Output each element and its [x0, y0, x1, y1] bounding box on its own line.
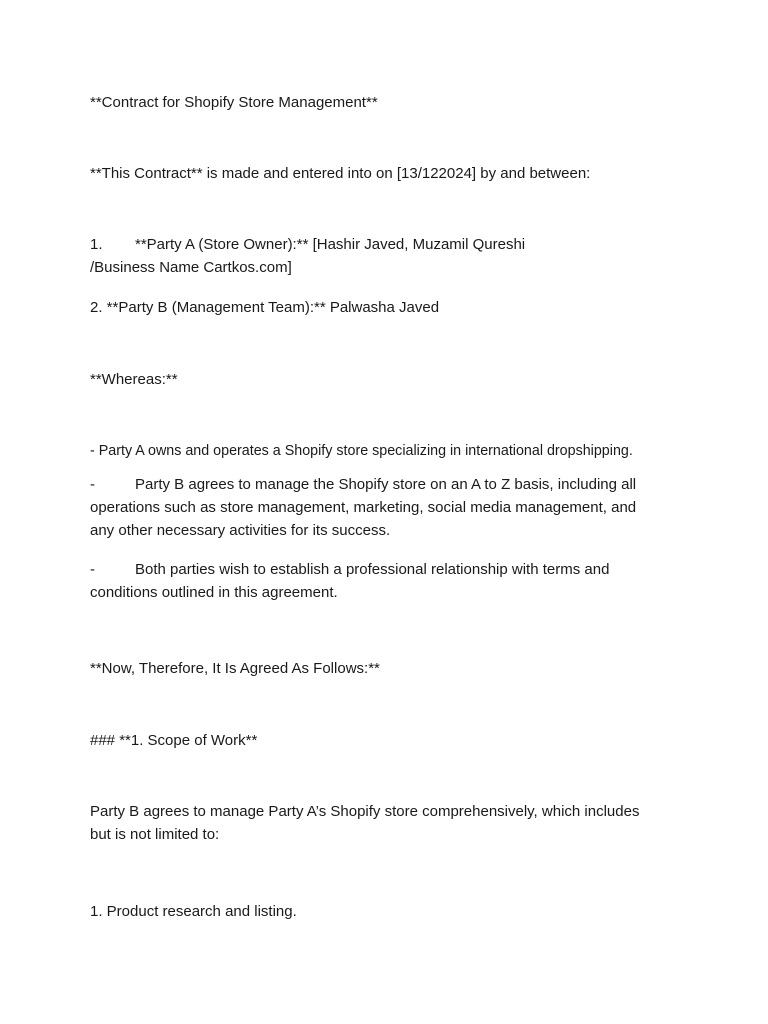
whereas-item-3-first: Both parties wish to establish a professional relationship with terms and	[135, 561, 610, 578]
agreed-heading: **Now, Therefore, It Is Agreed As Follows:**	[90, 660, 380, 677]
party-a-text: **Party A (Store Owner):** [Hashir Javed, Muzamil Qureshi	[135, 236, 526, 253]
contract-intro: **This Contract** is made and entered into on [13/122024] by and between:	[90, 165, 591, 182]
section-1-heading: ### **1. Scope of Work**	[90, 732, 258, 749]
whereas-item-3	[90, 559, 670, 582]
whereas-item-1: - Party A owns and operates a Shopify store specializing in international dropshipping.	[90, 443, 633, 459]
contract-title: **Contract for Shopify Store Management**	[90, 94, 378, 111]
whereas-item-2-first: Party B agrees to manage the Shopify store on an A to Z basis, including all	[135, 476, 637, 493]
whereas-item-2	[90, 474, 670, 497]
whereas-item-3-dash: -	[90, 561, 95, 578]
whereas-item-2-continued: operations such as store management, marketing, social media management, and any other necessary activities for its success.	[90, 499, 637, 539]
section-1-item-1: 1. Product research and listing.	[90, 903, 297, 920]
whereas-item-3-continued: conditions outlined in this agreement.	[90, 584, 338, 601]
party-a-number: 1.	[90, 236, 103, 253]
section-1-body: Party B agrees to manage Party A’s Shopify store comprehensively, which includes but is not limited to:	[90, 803, 640, 843]
whereas-heading: **Whereas:**	[90, 371, 178, 388]
party-b-line: 2. **Party B (Management Team):** Palwasha Javed	[90, 299, 440, 316]
party-a-line-2: /Business Name Cartkos.com]	[90, 259, 292, 276]
party-a-line	[90, 234, 670, 257]
whereas-item-2-dash: -	[90, 476, 95, 493]
